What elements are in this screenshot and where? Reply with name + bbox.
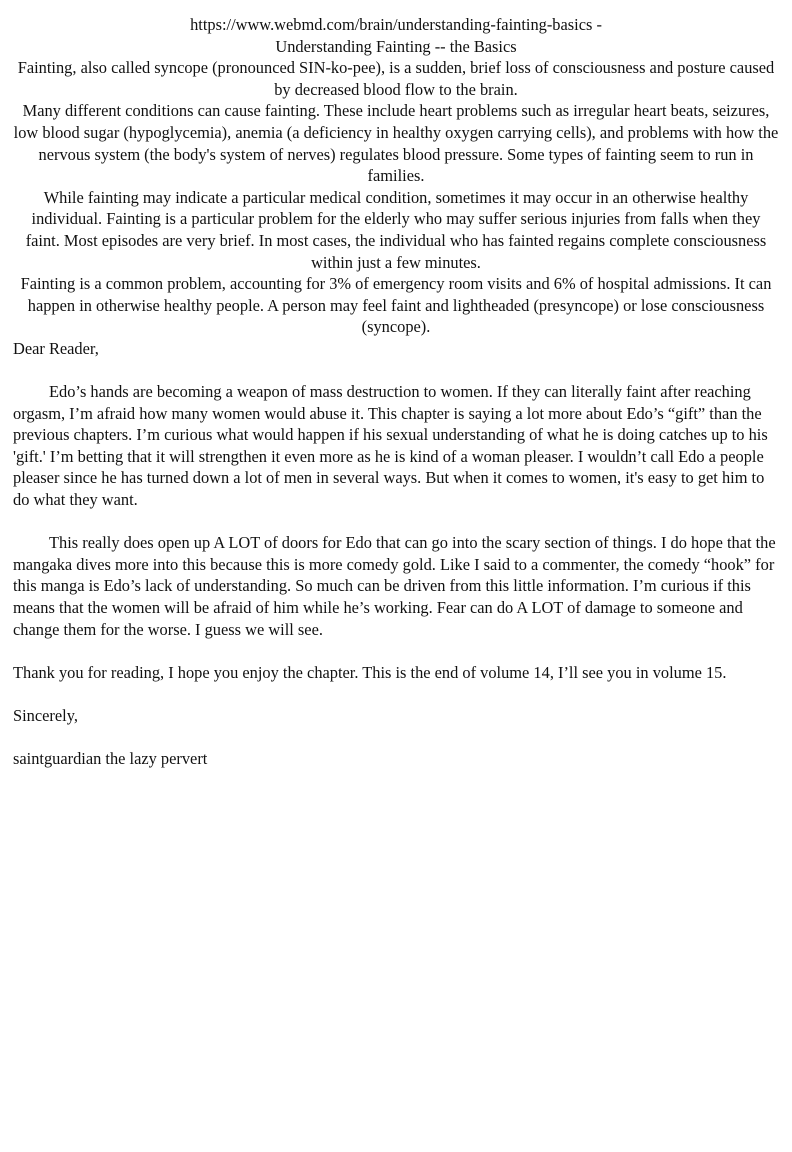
letter-closing-note: Thank you for reading, I hope you enjoy the chapter. This is the end of volume 14, I’ll see you in volume 15. — [13, 662, 727, 682]
article-paragraph: Many different conditions can cause fainting. These include heart problems such as irregular heart beats, seizures, low blood sugar (hypoglycemia), anemia (a deficiency in healthy oxygen carrying cells), and problems with how the nervous system (the body's system of nerves) regulates blood pressure. Some types of fainting seem to run in families. — [13, 101, 779, 186]
article-paragraph: While fainting may indicate a particular medical condition, sometimes it may occur in an otherwise healthy individual. Fainting is a particular problem for the elderly who may suffer serious injuries from falls when they faint. Most episodes are very brief. In most cases, the individual who has fainted regains complete consciousness within just a few minutes. — [25, 187, 767, 272]
letter-signoff: Sincerely, — [13, 706, 78, 725]
letter-signature: saintguardian the lazy pervert — [13, 749, 208, 769]
letter-greeting: Dear Reader, — [13, 338, 99, 358]
article-paragraph: Fainting, also called syncope (pronounced SIN-ko-pee), is a sudden, brief loss of consciousness and posture caused by decreased blood flow to the brain. — [17, 58, 775, 99]
letter-paragraph: Edo’s hands are becoming a weapon of mass destruction to women. If they can literally faint after reaching orgasm, I’m afraid how many women would abuse it. This chapter is saying a lot more about Edo’s “gift” than the previous chapters. I’m curious what would happen if his sexual understanding of what he is doing catches up to his 'gift.' I’m betting that it will strengthen it even more as he is kind of a woman pleaser. I wouldn’t call Edo a people pleaser since he has turned down a lot of men in several ways. But when it comes to women, it's easy to get him to do what they want. — [13, 382, 768, 510]
article-title: Understanding Fainting -- the Basics — [275, 36, 517, 56]
letter-to-reader — [13, 338, 779, 770]
page-content — [13, 14, 779, 770]
article-paragraph: Fainting is a common problem, accounting for 3% of emergency room visits and 6% of hospital admissions. It can happen in otherwise healthy people. A person may feel faint and lightheaded (presyncope) or lose consciousness (syncope). — [20, 274, 772, 337]
article-excerpt — [13, 14, 779, 338]
letter-paragraph: This really does open up A LOT of doors for Edo that can go into the scary section of things. I do hope that the mangaka dives more into this because this is more comedy gold. Like I said to a commenter, the comedy “hook” for this manga is Edo’s lack of understanding. So much can be driven from this little information. I’m curious if this means that the women will be afraid of him while he’s working. Fear can do A LOT of damage to someone and change them for the worse. I guess we will see. — [13, 533, 776, 639]
source-url: https://www.webmd.com/brain/understanding-fainting-basics - — [190, 15, 602, 34]
